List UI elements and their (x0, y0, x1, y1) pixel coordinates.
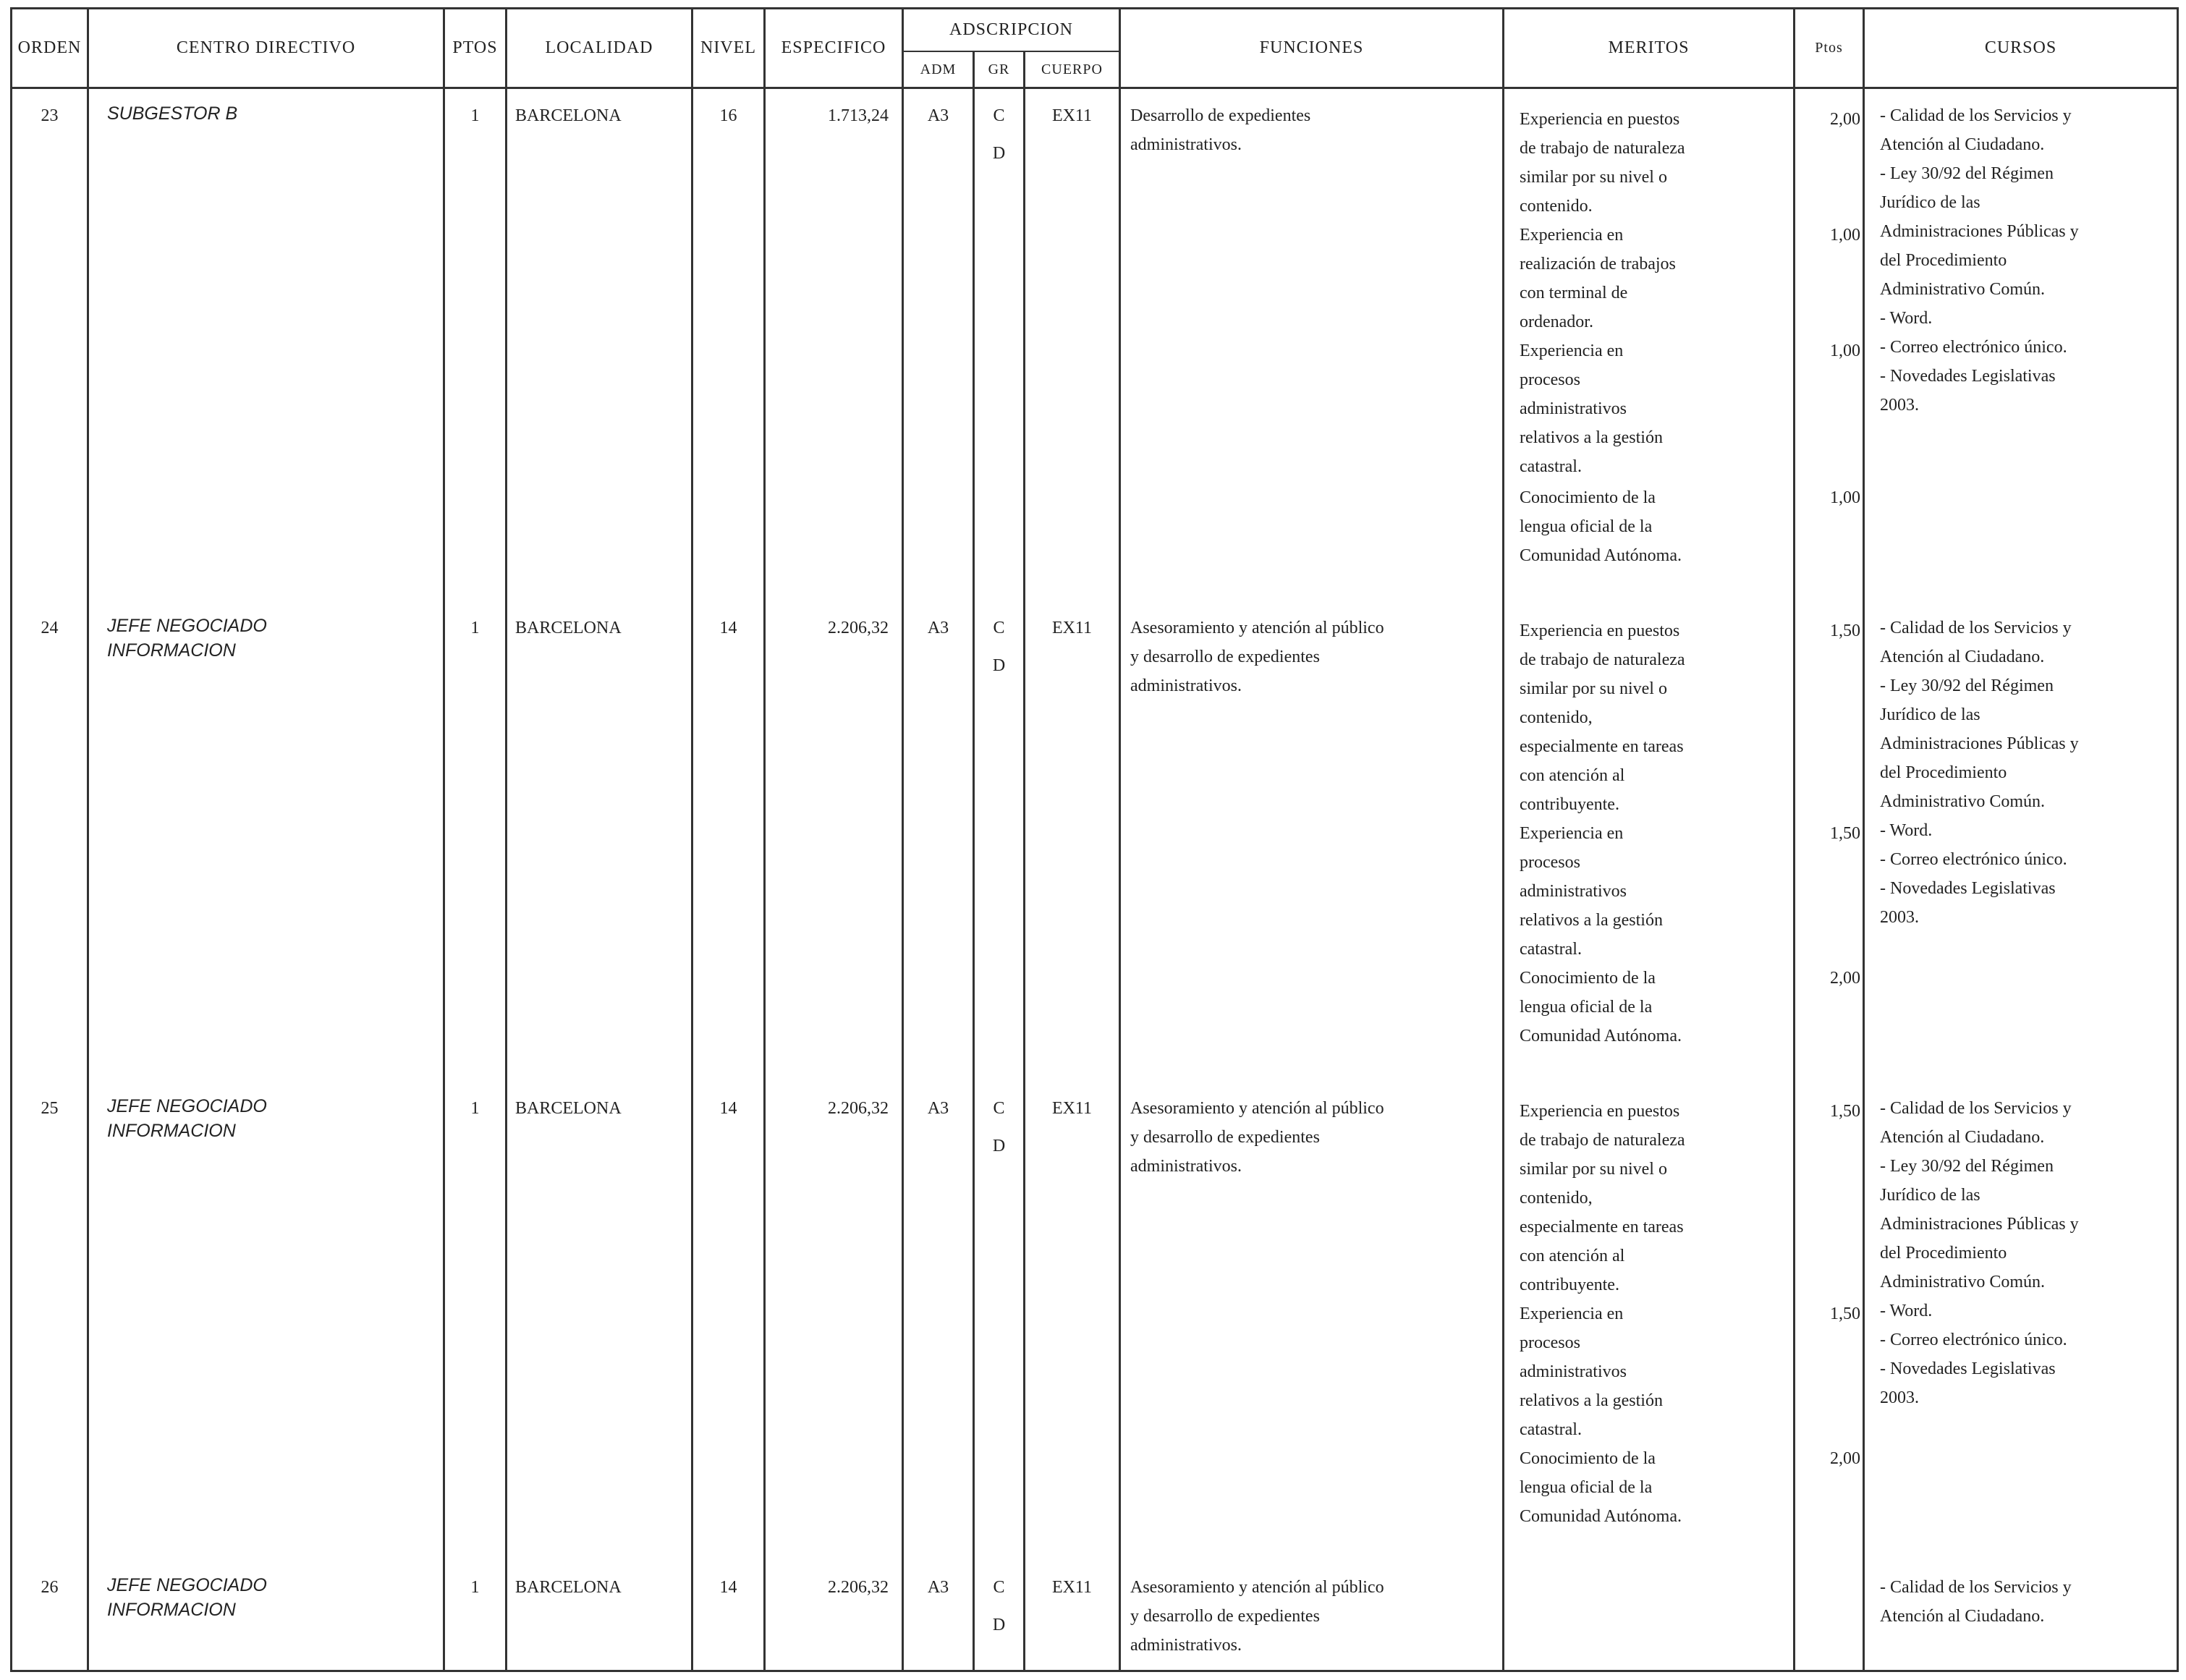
col-line-6 (902, 7, 904, 1671)
row-localidad: BARCELONA (515, 1099, 622, 1118)
row-centro: JEFE NEGOCIADO INFORMACION (107, 1575, 267, 1620)
header-nivel: NIVEL (700, 38, 756, 57)
row-cursos: - Calidad de los Servicios y Atención al Ciudadano. (1880, 1578, 2072, 1626)
row-ptos: 1 (470, 619, 480, 637)
row-ptos: 1 (470, 1578, 480, 1597)
row-merito: Experiencia en realización de trabajos con terminal de ordenador. (1520, 226, 1676, 331)
row-cursos: - Calidad de los Servicios y Atención al Ciudadano. - Ley 30/92 del Régimen Jurídico de las Administraciones Públicas y del Procedimiento Administrativo Común. - Word. - Correo electrónico único. - Novedades Legislativas 2003. (1880, 106, 2079, 415)
header-centro-directivo: CENTRO DIRECTIVO (176, 38, 356, 57)
col-line-12 (1863, 7, 1865, 1671)
row-merito: Conocimiento de la lengua oficial de la Comunidad Autónoma. (1520, 1449, 1682, 1526)
row-merito-pts: 1,00 (1830, 226, 1860, 245)
row-cuerpo: EX11 (1051, 619, 1093, 637)
row-merito: Conocimiento de la lengua oficial de la Comunidad Autónoma. (1520, 488, 1682, 565)
row-merito-pts: 1,50 (1830, 1102, 1860, 1121)
header-bottom-border (10, 87, 2179, 89)
row-merito-pts: 2,00 (1830, 1449, 1860, 1468)
row-merito: Experiencia en procesos administrativos relativos a la gestión catastral. (1520, 341, 1663, 476)
row-gr-2: D (992, 656, 1006, 675)
col-line-8 (1023, 52, 1025, 1671)
header-funciones: FUNCIONES (1259, 38, 1364, 57)
row-adm: A3 (927, 619, 949, 637)
row-centro: SUBGESTOR B (107, 103, 238, 124)
row-centro: JEFE NEGOCIADO INFORMACION (107, 1096, 267, 1141)
col-line-2 (443, 7, 445, 1671)
row-adm: A3 (927, 1099, 949, 1118)
row-merito-pts: 1,00 (1830, 341, 1860, 360)
row-merito-pts: 1,50 (1830, 621, 1860, 640)
row-gr-1: C (993, 1099, 1005, 1118)
row-ptos: 1 (470, 106, 480, 125)
row-merito-pts: 2,00 (1830, 969, 1860, 988)
row-gr-2: D (992, 1137, 1006, 1155)
header-gr: GR (988, 61, 1010, 77)
row-ptos: 1 (470, 1099, 480, 1118)
header-orden: ORDEN (17, 38, 82, 57)
row-nivel: 14 (719, 1578, 737, 1597)
row-funciones: Desarrollo de expedientes administrativos. (1130, 106, 1311, 154)
header-cursos: CURSOS (1984, 38, 2057, 57)
row-merito: Experiencia en puestos de trabajo de naturaleza similar por su nivel o contenido. (1520, 110, 1685, 216)
row-especifico: 2.206,32 (828, 1578, 889, 1597)
row-merito: Experiencia en puestos de trabajo de naturaleza similar por su nivel o contenido, especialmente en tareas con atención al contribuyente. (1520, 1102, 1685, 1294)
row-orden: 24 (41, 619, 59, 637)
row-localidad: BARCELONA (515, 1578, 622, 1597)
row-gr-2: D (992, 144, 1006, 163)
row-cursos: - Calidad de los Servicios y Atención al Ciudadano. - Ley 30/92 del Régimen Jurídico de las Administraciones Públicas y del Procedimiento Administrativo Común. - Word. - Correo electrónico único. - Novedades Legislativas 2003. (1880, 619, 2079, 927)
col-line-9 (1119, 7, 1121, 1671)
col-line-0 (10, 7, 12, 1671)
row-localidad: BARCELONA (515, 619, 622, 637)
header-pts: Ptos (1815, 40, 1843, 56)
header-localidad: LOCALIDAD (545, 38, 653, 57)
header-cuerpo: CUERPO (1041, 61, 1103, 77)
row-orden: 26 (41, 1578, 59, 1597)
row-merito-pts: 1,50 (1830, 1304, 1860, 1323)
row-orden: 25 (41, 1099, 59, 1118)
col-line-3 (505, 7, 507, 1671)
col-line-5 (763, 7, 766, 1671)
row-especifico: 2.206,32 (828, 619, 889, 637)
col-line-4 (691, 7, 693, 1671)
row-adm: A3 (927, 106, 949, 125)
row-gr-2: D (992, 1616, 1006, 1634)
header-adscripcion: ADSCRIPCION (949, 20, 1074, 39)
row-gr-1: C (993, 106, 1005, 125)
row-merito-pts: 1,50 (1830, 824, 1860, 843)
row-merito: Experiencia en puestos de trabajo de naturaleza similar por su nivel o contenido, especialmente en tareas con atención al contribuyente. (1520, 621, 1685, 814)
row-especifico: 2.206,32 (828, 1099, 889, 1118)
row-merito-pts: 2,00 (1830, 110, 1860, 129)
row-localidad: BARCELONA (515, 106, 622, 125)
row-merito: Experiencia en procesos administrativos relativos a la gestión catastral. (1520, 1304, 1663, 1439)
col-line-1 (87, 7, 89, 1671)
row-cuerpo: EX11 (1051, 1099, 1093, 1118)
row-gr-1: C (993, 1578, 1005, 1597)
header-ptos: PTOS (452, 38, 498, 57)
row-funciones: Asesoramiento y atención al público y desarrollo de expedientes administrativos. (1130, 619, 1384, 695)
header-meritos: MERITOS (1608, 38, 1690, 57)
row-cuerpo: EX11 (1051, 106, 1093, 125)
col-line-7 (973, 52, 975, 1671)
row-nivel: 14 (719, 1099, 737, 1118)
row-cursos: - Calidad de los Servicios y Atención al Ciudadano. - Ley 30/92 del Régimen Jurídico de las Administraciones Públicas y del Procedimiento Administrativo Común. - Word. - Correo electrónico único. - Novedades Legislativas 2003. (1880, 1099, 2079, 1407)
header-especifico: ESPECIFICO (781, 38, 886, 57)
row-cuerpo: EX11 (1051, 1578, 1093, 1597)
row-nivel: 16 (719, 106, 737, 125)
row-nivel: 14 (719, 619, 737, 637)
row-centro: JEFE NEGOCIADO INFORMACION (107, 616, 267, 661)
row-especifico: 1.713,24 (828, 106, 889, 125)
col-line-10 (1502, 7, 1504, 1671)
row-adm: A3 (927, 1578, 949, 1597)
row-merito-pts: 1,00 (1830, 488, 1860, 507)
col-line-13 (2177, 7, 2179, 1671)
row-funciones: Asesoramiento y atención al público y desarrollo de expedientes administrativos. (1130, 1578, 1384, 1655)
bottom-border (10, 1670, 2179, 1672)
row-orden: 23 (41, 106, 59, 125)
header-adm: ADM (920, 61, 957, 77)
row-gr-1: C (993, 619, 1005, 637)
row-merito: Conocimiento de la lengua oficial de la Comunidad Autónoma. (1520, 969, 1682, 1045)
row-funciones: Asesoramiento y atención al público y desarrollo de expedientes administrativos. (1130, 1099, 1384, 1176)
row-merito: Experiencia en procesos administrativos relativos a la gestión catastral. (1520, 824, 1663, 959)
